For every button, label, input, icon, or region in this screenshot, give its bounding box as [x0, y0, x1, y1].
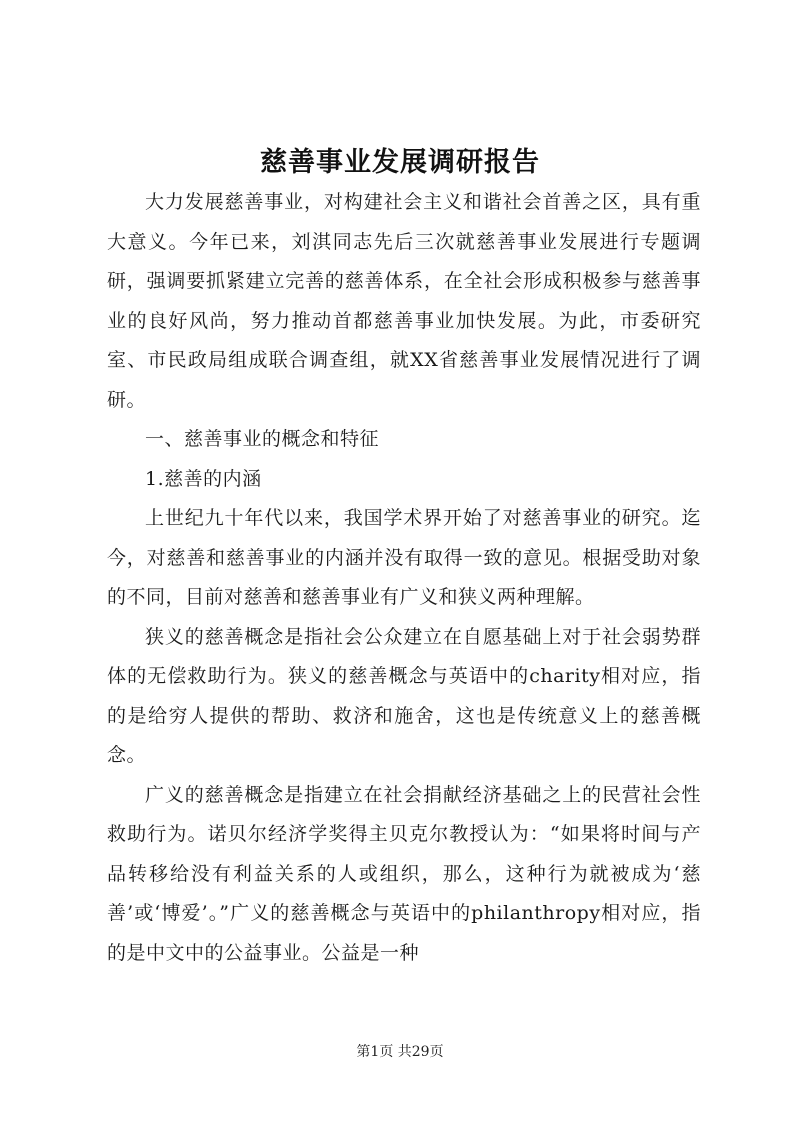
- subsection-heading-meaning: 1.慈善的内涵: [145, 467, 262, 490]
- paragraph-narrow-definition: 狭义的慈善概念是指社会公众建立在自愿基础上对于社会弱势群体的无偿救助行为。狭义的慈善概念与英语中的charity相对应，指的是给穷人提供的帮助、救济和施舍，这也是传统意义上的慈善概念。: [107, 625, 701, 766]
- document-title: 慈善事业发展调研报告: [260, 147, 540, 178]
- section-heading-concept: 一、慈善事业的概念和特征: [145, 428, 380, 450]
- document-body: [107, 183, 701, 973]
- paragraph-broad-definition: 广义的慈善概念是指建立在社会捐献经济基础之上的民营社会性救助行为。诺贝尔经济学奖得主贝克尔教授认为：“如果将时间与产品转移给没有利益关系的人或组织，那么，这种行为就被成为‘慈善’或‘博爱’。”广义的慈善概念与英语中的philanthropy相对应，指的是中文中的公益事业。公益是一种: [107, 783, 701, 964]
- page-number-footer: 第1页 共29页: [356, 1044, 444, 1060]
- paragraph-research-history: 上世纪九十年代以来，我国学术界开始了对慈善事业的研究。迄今，对慈善和慈善事业的内涵并没有取得一致的意见。根据受助对象的不同，目前对慈善和慈善事业有广义和狭义两种理解。: [107, 507, 701, 608]
- paragraph-intro: 大力发展慈善事业，对构建社会主义和谐社会首善之区，具有重大意义。今年已来，刘淇同志先后三次就慈善事业发展进行专题调研，强调要抓紧建立完善的慈善体系，在全社会形成积极参与慈善事业的良好风尚，努力推动首都慈善事业加快发展。为此，市委研究室、市民政局组成联合调查组，就XX省慈善事业发展情况进行了调研。: [107, 191, 701, 411]
